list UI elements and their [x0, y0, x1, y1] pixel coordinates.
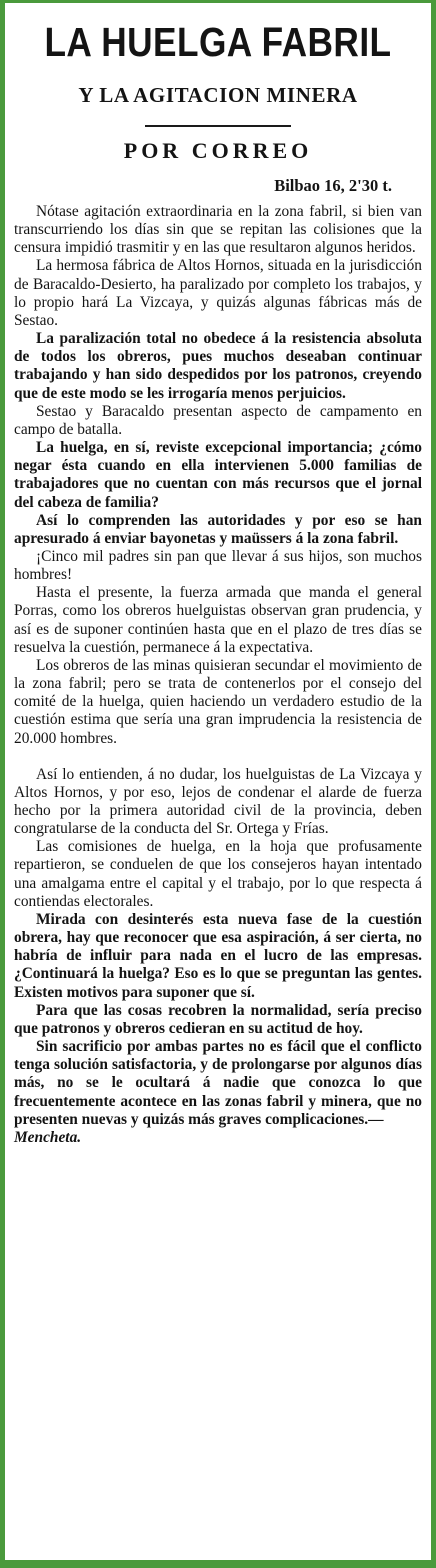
- headline: LA HUELGA FABRIL: [44, 19, 392, 65]
- paragraph-9: Los obreros de las minas quisieran secundar el movimiento de la zona fabril; pero se trata de contenerlos por el consejo del comité de la huelga, quien haciendo un verdadero estudio de la cuestión estima que sería una gran imprudencia la resistencia de 20.000 hombres.: [14, 656, 422, 747]
- paragraph-2: La hermosa fábrica de Altos Hornos, situada en la jurisdicción de Baracaldo-Desierto, ha paralizado por completo los trabajos, y lo propio hará La Vizcaya, y quizás algunas fábricas más de Sestao.: [14, 257, 422, 329]
- paragraph-11: Las comisiones de huelga, en la hoja que profusamente repartieron, se conduelen de que los consejeros hayan intentado una amalgama entre el capital y el trabajo, por lo que respecta á contiendas electorales.: [14, 838, 422, 910]
- paragraph-10: Así lo entienden, á no dudar, los huelguistas de La Vizcaya y Altos Hornos, y por eso, lejos de condenar el alarde de fuerza hecho por la primera autoridad civil de la provincia, deben congratularse de la conducta del Sr. Ortega y Frías.: [14, 765, 422, 838]
- paragraph-3: La paralización total no obedece á la resistencia absoluta de todos los obreros, pues muchos deseaban continuar trabajando y han sido despedidos por los patronos, creyendo que de este modo se les irrogaría menos perjuicios.: [14, 330, 422, 402]
- section-title: POR CORREO: [123, 138, 313, 163]
- paragraph-14: Sin sacrificio por ambas partes no es fácil que el conflicto tenga solución satisfactoria, y de prolongarse por algunos días más, no se le ocultará á nadie que conozca lo que frecuentemente acontece en las zonas fabril y minera, que no presenten nuevas y quizás más graves complicaciones.—: [14, 1038, 422, 1128]
- paragraph-4: Sestao y Baracaldo presentan aspecto de campamento en campo de batalla.: [14, 402, 422, 438]
- paragraph-1: Nótase agitación extraordinaria en la zona fabril, si bien van transcurriendo los días sin que se repitan las colisiones que la censura impidió trasmitir y en las que resultaron algunos heridos.: [14, 203, 422, 257]
- signature: Mencheta.: [14, 1128, 82, 1146]
- paragraph-12: Mirada con desinterés esta nueva fase de la cuestión obrera, hay que reconocer que esa aspiración, á ser cierta, no habría de influir para nada en el lucro de las empresas. ¿Continuará la huelga? Eso es lo que se preguntan las gentes. Existen motivos para suponer que sí.: [14, 910, 422, 1001]
- divider-rule: [145, 125, 291, 127]
- paragraph-13: Para que las cosas recobren la normalidad, sería preciso que patronos y obreros cedieran en su actitud de hoy.: [14, 1001, 422, 1037]
- paragraph-6: Así lo comprenden las autoridades y por eso se han apresurado á enviar bayonetas y maüssers á la zona fabril.: [14, 511, 422, 547]
- paragraph-7: ¡Cinco mil padres sin pan que llevar á sus hijos, son muchos hombres!: [14, 547, 422, 584]
- newspaper-clipping: [14, 10, 422, 1147]
- subheadline: Y LA AGITACION MINERA: [78, 83, 358, 107]
- paragraph-5: La huelga, en sí, reviste excepcional importancia; ¿cómo negar ésta cuando en ella intervienen 5.000 familias de trabajadores que no cuentan con más recursos que el jornal del cabeza de familia?: [14, 439, 422, 511]
- paragraph-8: Hasta el presente, la fuerza armada que manda el general Porras, como los obreros huelguistas observan gran prudencia, y así es de suponer continúen hasta que en el plazo de tres días se resuelva la cuestión, permanece á la expectativa.: [14, 584, 422, 656]
- dateline: Bilbao 16, 2'30 t.: [274, 176, 392, 195]
- article-body: [14, 203, 422, 1147]
